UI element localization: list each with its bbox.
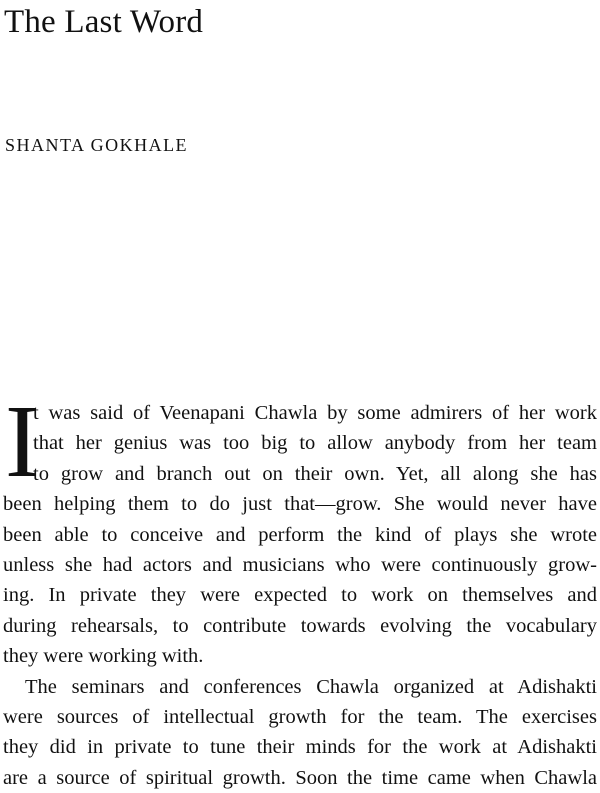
text-line: been able to conceive and perform the kind of plays she wrote [3, 523, 597, 546]
drop-cap: I [5, 400, 40, 484]
text-line: t was said of Veenapani Chawla by some admirers of her work [33, 402, 597, 424]
text-line: that her genius was too big to allow anybody from her team [33, 432, 597, 455]
text-line: The seminars and conferences Chawla organized at Adishakti [25, 675, 597, 698]
text-line: they did in private to tune their minds for the work at Adishakti [3, 736, 597, 759]
text-line: to grow and branch out on their own. Yet, all along she has [33, 462, 597, 485]
text-line: during rehearsals, to contribute towards evolving the vocabulary [3, 614, 597, 637]
text-line: are a source of spiritual growth. Soon the time came when Chawla [3, 766, 597, 789]
author-name: SHANTA GOKHALE [5, 135, 189, 155]
text-line: were sources of intellectual growth for the team. The exercises [3, 705, 597, 728]
text-line: been helping them to do just that—grow. She would never have [3, 493, 597, 516]
text-line: ing. In private they were expected to work on themselves and [3, 584, 597, 607]
body-text [3, 398, 597, 793]
text-line: unless she had actors and musicians who were continuously grow- [3, 553, 597, 576]
text-line: they were working with. [3, 645, 204, 668]
chapter-title: The Last Word [4, 4, 204, 40]
